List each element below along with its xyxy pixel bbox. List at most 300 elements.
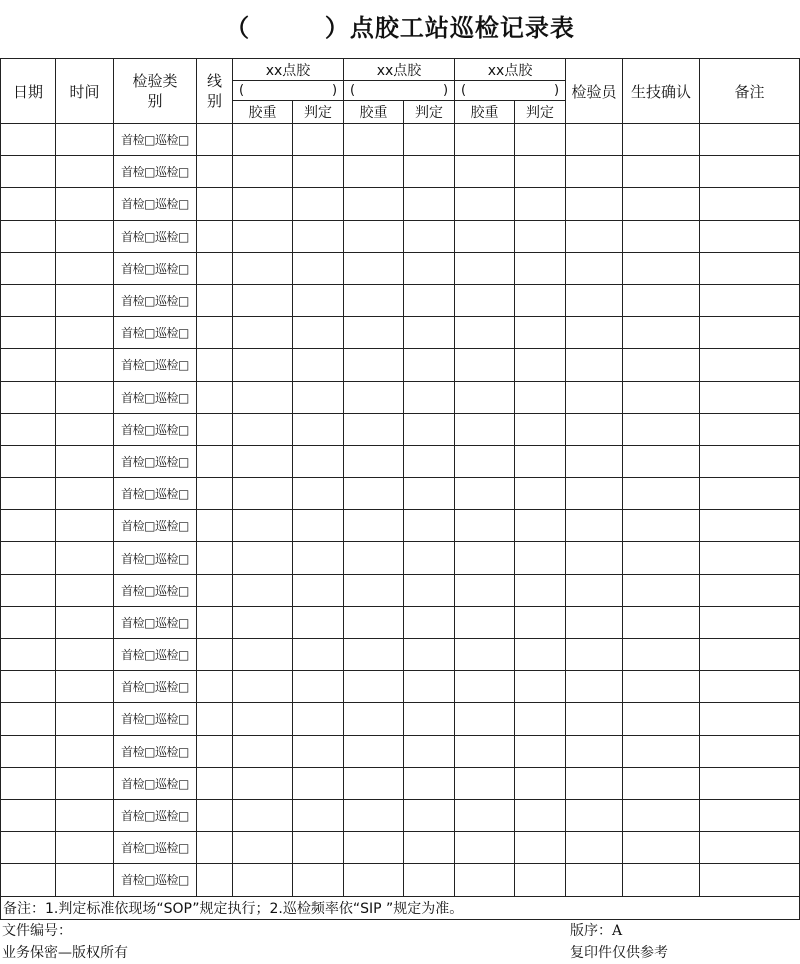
cell-date[interactable] <box>1 156 56 188</box>
cell-line[interactable] <box>197 188 233 220</box>
cell-date[interactable] <box>1 639 56 671</box>
cell-date[interactable] <box>1 188 56 220</box>
cell-time[interactable] <box>56 349 114 381</box>
cell-weight-1[interactable] <box>233 510 293 542</box>
cell-judge-2[interactable] <box>404 735 455 767</box>
cell-judge-1[interactable] <box>293 606 344 638</box>
cell-inspector[interactable] <box>566 606 623 638</box>
cell-type[interactable]: 首检□巡检□ <box>114 671 197 703</box>
cell-weight-3[interactable] <box>455 767 515 799</box>
cell-inspector[interactable] <box>566 767 623 799</box>
cell-weight-1[interactable] <box>233 767 293 799</box>
cell-date[interactable] <box>1 799 56 831</box>
cell-remark[interactable] <box>700 413 800 445</box>
cell-inspector[interactable] <box>566 445 623 477</box>
cell-weight-1[interactable] <box>233 478 293 510</box>
cell-type[interactable]: 首检□巡检□ <box>114 284 197 316</box>
cell-judge-1[interactable] <box>293 188 344 220</box>
cell-inspector[interactable] <box>566 510 623 542</box>
cell-weight-3[interactable] <box>455 832 515 864</box>
cell-remark[interactable] <box>700 735 800 767</box>
cell-judge-3[interactable] <box>515 510 566 542</box>
cell-weight-2[interactable] <box>344 413 404 445</box>
cell-date[interactable] <box>1 703 56 735</box>
cell-type[interactable]: 首检□巡检□ <box>114 478 197 510</box>
cell-judge-2[interactable] <box>404 188 455 220</box>
cell-type[interactable]: 首检□巡检□ <box>114 703 197 735</box>
cell-inspector[interactable] <box>566 542 623 574</box>
cell-line[interactable] <box>197 864 233 896</box>
cell-inspector[interactable] <box>566 349 623 381</box>
cell-weight-3[interactable] <box>455 413 515 445</box>
cell-judge-2[interactable] <box>404 413 455 445</box>
cell-weight-1[interactable] <box>233 220 293 252</box>
cell-judge-1[interactable] <box>293 156 344 188</box>
cell-line[interactable] <box>197 413 233 445</box>
cell-judge-3[interactable] <box>515 639 566 671</box>
cell-date[interactable] <box>1 284 56 316</box>
cell-weight-3[interactable] <box>455 445 515 477</box>
cell-type[interactable]: 首检□巡检□ <box>114 124 197 156</box>
cell-judge-2[interactable] <box>404 832 455 864</box>
cell-weight-2[interactable] <box>344 284 404 316</box>
cell-type[interactable]: 首检□巡检□ <box>114 735 197 767</box>
cell-weight-1[interactable] <box>233 156 293 188</box>
cell-weight-3[interactable] <box>455 542 515 574</box>
cell-date[interactable] <box>1 445 56 477</box>
cell-judge-1[interactable] <box>293 220 344 252</box>
cell-remark[interactable] <box>700 188 800 220</box>
cell-judge-2[interactable] <box>404 703 455 735</box>
cell-time[interactable] <box>56 542 114 574</box>
cell-time[interactable] <box>56 703 114 735</box>
cell-confirm[interactable] <box>623 252 700 284</box>
cell-judge-2[interactable] <box>404 864 455 896</box>
cell-weight-1[interactable] <box>233 188 293 220</box>
cell-weight-2[interactable] <box>344 864 404 896</box>
cell-judge-2[interactable] <box>404 381 455 413</box>
cell-confirm[interactable] <box>623 188 700 220</box>
cell-weight-3[interactable] <box>455 671 515 703</box>
cell-time[interactable] <box>56 252 114 284</box>
cell-judge-3[interactable] <box>515 413 566 445</box>
cell-judge-2[interactable] <box>404 606 455 638</box>
cell-judge-3[interactable] <box>515 864 566 896</box>
cell-remark[interactable] <box>700 864 800 896</box>
cell-weight-2[interactable] <box>344 317 404 349</box>
cell-judge-1[interactable] <box>293 445 344 477</box>
cell-weight-1[interactable] <box>233 703 293 735</box>
cell-weight-2[interactable] <box>344 478 404 510</box>
cell-judge-2[interactable] <box>404 349 455 381</box>
cell-weight-3[interactable] <box>455 574 515 606</box>
cell-judge-3[interactable] <box>515 381 566 413</box>
cell-remark[interactable] <box>700 767 800 799</box>
cell-inspector[interactable] <box>566 188 623 220</box>
cell-line[interactable] <box>197 671 233 703</box>
cell-weight-3[interactable] <box>455 381 515 413</box>
cell-weight-1[interactable] <box>233 606 293 638</box>
cell-time[interactable] <box>56 510 114 542</box>
cell-judge-1[interactable] <box>293 381 344 413</box>
cell-date[interactable] <box>1 252 56 284</box>
cell-confirm[interactable] <box>623 767 700 799</box>
cell-inspector[interactable] <box>566 671 623 703</box>
cell-weight-2[interactable] <box>344 156 404 188</box>
cell-judge-1[interactable] <box>293 767 344 799</box>
cell-weight-2[interactable] <box>344 767 404 799</box>
cell-date[interactable] <box>1 349 56 381</box>
cell-remark[interactable] <box>700 124 800 156</box>
cell-type[interactable]: 首检□巡检□ <box>114 574 197 606</box>
cell-confirm[interactable] <box>623 574 700 606</box>
cell-date[interactable] <box>1 767 56 799</box>
cell-weight-3[interactable] <box>455 606 515 638</box>
cell-judge-1[interactable] <box>293 671 344 703</box>
cell-date[interactable] <box>1 735 56 767</box>
cell-judge-3[interactable] <box>515 735 566 767</box>
cell-judge-1[interactable] <box>293 284 344 316</box>
cell-type[interactable]: 首检□巡检□ <box>114 252 197 284</box>
cell-type[interactable]: 首检□巡检□ <box>114 413 197 445</box>
cell-judge-2[interactable] <box>404 124 455 156</box>
cell-judge-2[interactable] <box>404 445 455 477</box>
cell-inspector[interactable] <box>566 799 623 831</box>
cell-type[interactable]: 首检□巡检□ <box>114 799 197 831</box>
cell-inspector[interactable] <box>566 317 623 349</box>
cell-line[interactable] <box>197 381 233 413</box>
cell-weight-2[interactable] <box>344 799 404 831</box>
cell-judge-2[interactable] <box>404 510 455 542</box>
cell-weight-3[interactable] <box>455 478 515 510</box>
cell-weight-3[interactable] <box>455 317 515 349</box>
cell-date[interactable] <box>1 864 56 896</box>
cell-judge-3[interactable] <box>515 317 566 349</box>
cell-time[interactable] <box>56 478 114 510</box>
cell-weight-2[interactable] <box>344 188 404 220</box>
cell-weight-3[interactable] <box>455 284 515 316</box>
cell-confirm[interactable] <box>623 799 700 831</box>
cell-judge-1[interactable] <box>293 349 344 381</box>
cell-weight-1[interactable] <box>233 317 293 349</box>
cell-type[interactable]: 首检□巡检□ <box>114 349 197 381</box>
cell-judge-1[interactable] <box>293 510 344 542</box>
cell-judge-3[interactable] <box>515 574 566 606</box>
cell-judge-3[interactable] <box>515 832 566 864</box>
cell-judge-2[interactable] <box>404 284 455 316</box>
cell-weight-3[interactable] <box>455 639 515 671</box>
cell-time[interactable] <box>56 445 114 477</box>
cell-judge-2[interactable] <box>404 671 455 703</box>
cell-weight-3[interactable] <box>455 124 515 156</box>
cell-date[interactable] <box>1 510 56 542</box>
cell-inspector[interactable] <box>566 252 623 284</box>
cell-line[interactable] <box>197 606 233 638</box>
cell-time[interactable] <box>56 606 114 638</box>
cell-weight-1[interactable] <box>233 349 293 381</box>
cell-confirm[interactable] <box>623 317 700 349</box>
cell-time[interactable] <box>56 864 114 896</box>
cell-judge-3[interactable] <box>515 671 566 703</box>
cell-judge-3[interactable] <box>515 220 566 252</box>
cell-line[interactable] <box>197 767 233 799</box>
cell-weight-3[interactable] <box>455 349 515 381</box>
cell-remark[interactable] <box>700 317 800 349</box>
cell-judge-2[interactable] <box>404 799 455 831</box>
cell-weight-1[interactable] <box>233 284 293 316</box>
cell-time[interactable] <box>56 124 114 156</box>
cell-judge-3[interactable] <box>515 284 566 316</box>
cell-date[interactable] <box>1 220 56 252</box>
cell-weight-1[interactable] <box>233 832 293 864</box>
cell-remark[interactable] <box>700 381 800 413</box>
cell-inspector[interactable] <box>566 574 623 606</box>
cell-weight-2[interactable] <box>344 510 404 542</box>
cell-judge-2[interactable] <box>404 639 455 671</box>
cell-remark[interactable] <box>700 156 800 188</box>
cell-remark[interactable] <box>700 799 800 831</box>
cell-inspector[interactable] <box>566 381 623 413</box>
cell-confirm[interactable] <box>623 413 700 445</box>
cell-weight-2[interactable] <box>344 703 404 735</box>
cell-line[interactable] <box>197 349 233 381</box>
cell-type[interactable]: 首检□巡检□ <box>114 188 197 220</box>
cell-remark[interactable] <box>700 252 800 284</box>
cell-judge-1[interactable] <box>293 735 344 767</box>
cell-judge-3[interactable] <box>515 188 566 220</box>
cell-judge-1[interactable] <box>293 703 344 735</box>
cell-weight-2[interactable] <box>344 671 404 703</box>
cell-time[interactable] <box>56 735 114 767</box>
cell-judge-3[interactable] <box>515 703 566 735</box>
cell-remark[interactable] <box>700 671 800 703</box>
cell-type[interactable]: 首检□巡检□ <box>114 381 197 413</box>
cell-date[interactable] <box>1 671 56 703</box>
cell-inspector[interactable] <box>566 703 623 735</box>
cell-line[interactable] <box>197 317 233 349</box>
cell-time[interactable] <box>56 574 114 606</box>
cell-remark[interactable] <box>700 284 800 316</box>
cell-type[interactable]: 首检□巡检□ <box>114 767 197 799</box>
cell-type[interactable]: 首检□巡检□ <box>114 317 197 349</box>
cell-confirm[interactable] <box>623 864 700 896</box>
cell-weight-1[interactable] <box>233 574 293 606</box>
cell-date[interactable] <box>1 478 56 510</box>
cell-type[interactable]: 首检□巡检□ <box>114 606 197 638</box>
cell-time[interactable] <box>56 381 114 413</box>
cell-confirm[interactable] <box>623 542 700 574</box>
cell-line[interactable] <box>197 156 233 188</box>
cell-date[interactable] <box>1 542 56 574</box>
cell-type[interactable]: 首检□巡检□ <box>114 510 197 542</box>
cell-weight-3[interactable] <box>455 799 515 831</box>
cell-inspector[interactable] <box>566 864 623 896</box>
cell-remark[interactable] <box>700 574 800 606</box>
cell-weight-1[interactable] <box>233 799 293 831</box>
cell-line[interactable] <box>197 124 233 156</box>
cell-inspector[interactable] <box>566 156 623 188</box>
cell-judge-3[interactable] <box>515 156 566 188</box>
cell-time[interactable] <box>56 799 114 831</box>
cell-judge-2[interactable] <box>404 542 455 574</box>
cell-weight-1[interactable] <box>233 124 293 156</box>
cell-remark[interactable] <box>700 542 800 574</box>
cell-judge-1[interactable] <box>293 413 344 445</box>
cell-type[interactable]: 首检□巡检□ <box>114 832 197 864</box>
cell-line[interactable] <box>197 445 233 477</box>
cell-date[interactable] <box>1 606 56 638</box>
cell-confirm[interactable] <box>623 156 700 188</box>
cell-date[interactable] <box>1 832 56 864</box>
cell-date[interactable] <box>1 381 56 413</box>
cell-confirm[interactable] <box>623 349 700 381</box>
cell-confirm[interactable] <box>623 832 700 864</box>
cell-confirm[interactable] <box>623 445 700 477</box>
cell-confirm[interactable] <box>623 606 700 638</box>
cell-confirm[interactable] <box>623 478 700 510</box>
cell-weight-2[interactable] <box>344 445 404 477</box>
cell-judge-2[interactable] <box>404 220 455 252</box>
cell-remark[interactable] <box>700 510 800 542</box>
cell-weight-2[interactable] <box>344 542 404 574</box>
cell-judge-3[interactable] <box>515 252 566 284</box>
cell-judge-1[interactable] <box>293 317 344 349</box>
cell-weight-2[interactable] <box>344 124 404 156</box>
cell-time[interactable] <box>56 671 114 703</box>
cell-inspector[interactable] <box>566 478 623 510</box>
cell-weight-2[interactable] <box>344 381 404 413</box>
cell-judge-1[interactable] <box>293 252 344 284</box>
cell-confirm[interactable] <box>623 284 700 316</box>
cell-judge-2[interactable] <box>404 478 455 510</box>
cell-judge-1[interactable] <box>293 799 344 831</box>
cell-time[interactable] <box>56 413 114 445</box>
cell-weight-3[interactable] <box>455 156 515 188</box>
cell-weight-1[interactable] <box>233 639 293 671</box>
cell-date[interactable] <box>1 413 56 445</box>
cell-inspector[interactable] <box>566 284 623 316</box>
cell-line[interactable] <box>197 703 233 735</box>
cell-inspector[interactable] <box>566 832 623 864</box>
cell-judge-3[interactable] <box>515 478 566 510</box>
cell-line[interactable] <box>197 735 233 767</box>
cell-line[interactable] <box>197 832 233 864</box>
cell-line[interactable] <box>197 478 233 510</box>
cell-remark[interactable] <box>700 703 800 735</box>
cell-judge-3[interactable] <box>515 542 566 574</box>
cell-confirm[interactable] <box>623 124 700 156</box>
cell-judge-1[interactable] <box>293 542 344 574</box>
cell-weight-1[interactable] <box>233 542 293 574</box>
cell-judge-1[interactable] <box>293 124 344 156</box>
cell-line[interactable] <box>197 639 233 671</box>
cell-remark[interactable] <box>700 349 800 381</box>
cell-weight-1[interactable] <box>233 445 293 477</box>
cell-judge-1[interactable] <box>293 832 344 864</box>
cell-judge-3[interactable] <box>515 767 566 799</box>
cell-weight-1[interactable] <box>233 735 293 767</box>
cell-judge-2[interactable] <box>404 767 455 799</box>
cell-confirm[interactable] <box>623 510 700 542</box>
cell-inspector[interactable] <box>566 639 623 671</box>
cell-remark[interactable] <box>700 606 800 638</box>
cell-confirm[interactable] <box>623 703 700 735</box>
cell-remark[interactable] <box>700 832 800 864</box>
cell-remark[interactable] <box>700 220 800 252</box>
cell-judge-3[interactable] <box>515 606 566 638</box>
cell-weight-3[interactable] <box>455 735 515 767</box>
cell-judge-1[interactable] <box>293 864 344 896</box>
cell-line[interactable] <box>197 252 233 284</box>
cell-weight-2[interactable] <box>344 735 404 767</box>
cell-line[interactable] <box>197 799 233 831</box>
cell-type[interactable]: 首检□巡检□ <box>114 445 197 477</box>
cell-judge-3[interactable] <box>515 445 566 477</box>
cell-type[interactable]: 首检□巡检□ <box>114 639 197 671</box>
cell-weight-2[interactable] <box>344 220 404 252</box>
cell-weight-2[interactable] <box>344 639 404 671</box>
cell-judge-2[interactable] <box>404 252 455 284</box>
cell-weight-3[interactable] <box>455 703 515 735</box>
cell-date[interactable] <box>1 317 56 349</box>
cell-line[interactable] <box>197 574 233 606</box>
cell-line[interactable] <box>197 220 233 252</box>
cell-inspector[interactable] <box>566 413 623 445</box>
cell-weight-3[interactable] <box>455 188 515 220</box>
cell-judge-3[interactable] <box>515 124 566 156</box>
cell-confirm[interactable] <box>623 639 700 671</box>
cell-remark[interactable] <box>700 639 800 671</box>
cell-type[interactable]: 首检□巡检□ <box>114 156 197 188</box>
cell-weight-3[interactable] <box>455 252 515 284</box>
cell-judge-2[interactable] <box>404 317 455 349</box>
cell-weight-3[interactable] <box>455 220 515 252</box>
cell-time[interactable] <box>56 767 114 799</box>
cell-confirm[interactable] <box>623 381 700 413</box>
cell-judge-3[interactable] <box>515 799 566 831</box>
cell-weight-1[interactable] <box>233 671 293 703</box>
cell-time[interactable] <box>56 156 114 188</box>
cell-weight-2[interactable] <box>344 832 404 864</box>
cell-judge-3[interactable] <box>515 349 566 381</box>
cell-line[interactable] <box>197 510 233 542</box>
cell-weight-2[interactable] <box>344 574 404 606</box>
cell-type[interactable]: 首检□巡检□ <box>114 220 197 252</box>
cell-date[interactable] <box>1 574 56 606</box>
cell-type[interactable]: 首检□巡检□ <box>114 542 197 574</box>
cell-weight-3[interactable] <box>455 510 515 542</box>
cell-inspector[interactable] <box>566 124 623 156</box>
cell-line[interactable] <box>197 284 233 316</box>
cell-weight-2[interactable] <box>344 606 404 638</box>
cell-remark[interactable] <box>700 478 800 510</box>
cell-time[interactable] <box>56 284 114 316</box>
cell-weight-1[interactable] <box>233 413 293 445</box>
cell-time[interactable] <box>56 317 114 349</box>
cell-weight-1[interactable] <box>233 252 293 284</box>
cell-line[interactable] <box>197 542 233 574</box>
cell-weight-2[interactable] <box>344 252 404 284</box>
cell-weight-3[interactable] <box>455 864 515 896</box>
cell-time[interactable] <box>56 639 114 671</box>
cell-date[interactable] <box>1 124 56 156</box>
cell-inspector[interactable] <box>566 220 623 252</box>
cell-time[interactable] <box>56 832 114 864</box>
cell-judge-1[interactable] <box>293 574 344 606</box>
cell-time[interactable] <box>56 188 114 220</box>
cell-weight-1[interactable] <box>233 864 293 896</box>
cell-confirm[interactable] <box>623 671 700 703</box>
